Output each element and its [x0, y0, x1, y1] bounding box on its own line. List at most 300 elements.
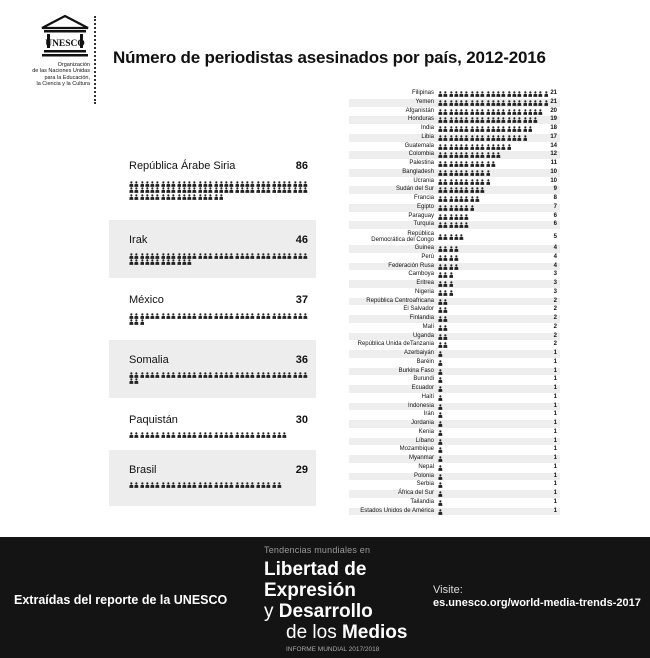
- icon-row: [438, 465, 443, 471]
- country-row: [349, 306, 560, 314]
- journalist-icon: [219, 313, 224, 319]
- journalist-icon: [182, 259, 187, 265]
- journalist-icon: [449, 255, 454, 261]
- journalist-icon: [443, 91, 448, 97]
- journalist-icon: [475, 152, 480, 158]
- journalist-icon: [496, 109, 501, 115]
- journalist-icon: [464, 170, 469, 176]
- country-value: 12: [550, 151, 557, 158]
- logo-wordmark: UNESCO: [45, 39, 85, 49]
- report-line-4: de los Medios: [286, 622, 408, 643]
- icon-row: [438, 509, 443, 515]
- icon-row: [129, 372, 309, 385]
- journalist-icon: [187, 432, 192, 438]
- journalist-icon: [192, 187, 197, 193]
- journalist-icon: [214, 313, 219, 319]
- journalist-icon: [449, 187, 454, 193]
- country-name: India: [420, 125, 434, 131]
- journalist-icon: [438, 214, 443, 220]
- country-name: Jordania: [410, 420, 434, 426]
- journalist-icon: [512, 109, 517, 115]
- journalist-icon: [150, 372, 155, 378]
- country-row: [349, 376, 560, 384]
- country-value: 1: [553, 490, 557, 496]
- journalist-icon: [459, 170, 464, 176]
- icon-row: [438, 404, 443, 410]
- journalist-icon: [475, 161, 480, 167]
- journalist-icon: [449, 246, 454, 252]
- country-row: [349, 108, 560, 116]
- journalist-icon: [475, 187, 480, 193]
- journalist-icon: [208, 482, 213, 488]
- journalist-icon: [438, 491, 443, 497]
- country-name: Afganistán: [405, 107, 434, 114]
- country-row: [349, 359, 560, 367]
- journalist-icon: [443, 196, 448, 202]
- journalist-icon: [544, 91, 549, 97]
- journalist-icon: [544, 100, 549, 106]
- footer: [0, 537, 650, 658]
- journalist-icon: [272, 482, 277, 488]
- journalist-icon: [182, 194, 187, 200]
- icon-row: [438, 91, 549, 97]
- journalist-icon: [214, 482, 219, 488]
- journalist-icon: [150, 482, 155, 488]
- journalist-icon: [491, 126, 496, 132]
- icon-row: [438, 264, 459, 270]
- journalist-icon: [272, 253, 277, 259]
- icon-row: [438, 272, 454, 278]
- country-value: 3: [553, 271, 557, 278]
- report-line-1: Libertad de: [264, 559, 367, 580]
- journalist-icon: [454, 187, 459, 193]
- journalist-icon: [464, 109, 469, 115]
- journalist-icon: [464, 179, 469, 185]
- journalist-icon: [250, 313, 255, 319]
- journalist-icon: [150, 259, 155, 265]
- journalist-icon: [145, 432, 150, 438]
- journalist-icon: [293, 181, 298, 187]
- journalist-icon: [277, 313, 282, 319]
- country-row: [349, 289, 560, 297]
- journalist-icon: [161, 482, 166, 488]
- country-row: [349, 411, 560, 419]
- journalist-icon: [449, 91, 454, 97]
- journalist-icon: [449, 222, 454, 228]
- icon-row: [438, 187, 486, 193]
- country-name: México: [129, 294, 164, 306]
- journalist-icon: [496, 126, 501, 132]
- country-value: 21: [550, 90, 557, 96]
- journalist-icon: [224, 432, 229, 438]
- country-value: 1: [553, 402, 557, 409]
- journalist-icon: [145, 259, 150, 265]
- journalist-icon: [203, 181, 208, 187]
- journalist-icon: [134, 313, 139, 319]
- journalist-icon: [454, 117, 459, 123]
- journalist-icon: [134, 187, 139, 193]
- journalist-icon: [438, 144, 443, 150]
- journalist-icon: [266, 253, 271, 259]
- journalist-icon: [161, 432, 166, 438]
- journalist-icon: [203, 187, 208, 193]
- country-row: [349, 455, 560, 463]
- journalist-icon: [134, 378, 139, 384]
- journalist-icon: [198, 432, 203, 438]
- journalist-icon: [272, 432, 277, 438]
- journalist-icon: [235, 181, 240, 187]
- journalist-icon: [486, 109, 491, 115]
- icon-row: [438, 222, 470, 228]
- country-row: [349, 263, 560, 271]
- journalist-icon: [438, 196, 443, 202]
- journalist-icon: [464, 117, 469, 123]
- country-name: Finlandia: [409, 315, 434, 321]
- journalist-icon: [166, 253, 171, 259]
- journalist-icon: [517, 100, 522, 106]
- country-name: Turquía: [413, 221, 434, 228]
- journalist-icon: [438, 170, 443, 176]
- report-line-2: Expresión: [264, 580, 356, 601]
- country-row: [349, 125, 560, 133]
- journalist-icon: [523, 135, 528, 141]
- journalist-icon: [454, 255, 459, 261]
- journalist-icon: [454, 152, 459, 158]
- journalist-icon: [298, 181, 303, 187]
- journalist-icon: [134, 319, 139, 325]
- icon-row: [438, 179, 491, 185]
- country-name: Eritrea: [416, 280, 434, 286]
- icon-row: [129, 181, 309, 200]
- journalist-icon: [140, 313, 145, 319]
- journalist-icon: [528, 91, 533, 97]
- report-subtitle: INFORME MUNDIAL 2017/2018: [286, 646, 380, 653]
- journalist-icon: [303, 253, 308, 259]
- journalist-icon: [245, 432, 250, 438]
- journalist-icon: [443, 117, 448, 123]
- journalist-icon: [245, 187, 250, 193]
- country-value: 86: [295, 160, 308, 172]
- report-line-3: y Desarrollo: [264, 601, 373, 622]
- journalist-icon: [129, 253, 134, 259]
- journalist-icon: [229, 181, 234, 187]
- journalist-icon: [459, 205, 464, 211]
- country-row: [349, 143, 560, 151]
- journalist-icon: [177, 372, 182, 378]
- journalist-icon: [459, 100, 464, 106]
- country-name: Azerbaiyán: [403, 350, 434, 356]
- journalist-icon: [171, 181, 176, 187]
- journalist-icon: [496, 135, 501, 141]
- journalist-icon: [250, 253, 255, 259]
- journalist-icon: [443, 214, 448, 220]
- journalist-icon: [198, 194, 203, 200]
- journalist-icon: [486, 91, 491, 97]
- journalist-icon: [533, 117, 538, 123]
- journalist-icon: [459, 91, 464, 97]
- journalist-icon: [517, 109, 522, 115]
- journalist-icon: [459, 152, 464, 158]
- journalist-icon: [438, 109, 443, 115]
- top-country-block: [109, 220, 316, 278]
- journalist-icon: [454, 161, 459, 167]
- journalist-icon: [134, 181, 139, 187]
- journalist-icon: [198, 482, 203, 488]
- journalist-icon: [438, 126, 443, 132]
- journalist-icon: [438, 152, 443, 158]
- country-value: 10: [550, 177, 557, 184]
- journalist-icon: [187, 187, 192, 193]
- journalist-icon: [512, 100, 517, 106]
- country-value: 2: [553, 323, 557, 330]
- journalist-icon: [155, 194, 160, 200]
- journalist-icon: [438, 117, 443, 123]
- journalist-icon: [501, 126, 506, 132]
- journalist-icon: [229, 313, 234, 319]
- journalist-icon: [470, 109, 475, 115]
- journalist-icon: [261, 313, 266, 319]
- journalist-icon: [229, 372, 234, 378]
- journalist-icon: [182, 253, 187, 259]
- journalist-icon: [454, 91, 459, 97]
- country-row: [349, 178, 560, 186]
- logo-divider: [94, 16, 96, 104]
- country-value: 37: [295, 294, 308, 306]
- journalist-icon: [240, 253, 245, 259]
- journalist-icon: [443, 152, 448, 158]
- journalist-icon: [464, 214, 469, 220]
- journalist-icon: [198, 181, 203, 187]
- icon-row: [438, 360, 443, 366]
- journalist-icon: [203, 482, 208, 488]
- journalist-icon: [454, 234, 459, 240]
- country-row: [349, 473, 560, 481]
- country-value: 1: [553, 498, 557, 505]
- journalist-icon: [454, 135, 459, 141]
- journalist-icon: [438, 351, 443, 357]
- journalist-icon: [454, 264, 459, 270]
- journalist-icon: [171, 482, 176, 488]
- country-row: [349, 438, 560, 446]
- country-value: 4: [553, 253, 557, 260]
- country-value: 3: [553, 280, 557, 286]
- journalist-icon: [229, 432, 234, 438]
- journalist-icon: [287, 372, 292, 378]
- journalist-icon: [449, 214, 454, 220]
- journalist-icon: [438, 395, 443, 401]
- journalist-icon: [449, 152, 454, 158]
- journalist-icon: [293, 187, 298, 193]
- journalist-icon: [507, 117, 512, 123]
- journalist-icon: [177, 482, 182, 488]
- journalist-icon: [208, 372, 213, 378]
- country-name: Malí: [422, 323, 434, 330]
- journalist-icon: [454, 109, 459, 115]
- journalist-icon: [470, 91, 475, 97]
- journalist-icon: [171, 253, 176, 259]
- journalist-icon: [166, 372, 171, 378]
- icon-row: [438, 152, 501, 158]
- journalist-icon: [443, 264, 448, 270]
- journalist-icon: [129, 482, 134, 488]
- journalist-icon: [523, 91, 528, 97]
- journalist-icon: [250, 432, 255, 438]
- journalist-icon: [134, 482, 139, 488]
- journalist-icon: [140, 259, 145, 265]
- icon-row: [438, 255, 459, 261]
- journalist-icon: [155, 253, 160, 259]
- country-row: [349, 186, 560, 194]
- journalist-icon: [454, 246, 459, 252]
- journalist-icon: [486, 117, 491, 123]
- journalist-icon: [486, 126, 491, 132]
- journalist-icon: [134, 259, 139, 265]
- journalist-icon: [438, 161, 443, 167]
- journalist-icon: [266, 482, 271, 488]
- journalist-icon: [528, 126, 533, 132]
- journalist-icon: [501, 100, 506, 106]
- journalist-icon: [287, 253, 292, 259]
- country-name: Perú: [421, 253, 434, 260]
- journalist-icon: [480, 152, 485, 158]
- journalist-icon: [486, 135, 491, 141]
- journalist-icon: [214, 181, 219, 187]
- source-note: Extraídas del reporte de la UNESCO: [14, 593, 228, 607]
- journalist-icon: [282, 432, 287, 438]
- journalist-icon: [438, 307, 443, 313]
- country-name: República Unida deTanzania: [357, 341, 434, 348]
- journalist-icon: [245, 482, 250, 488]
- journalist-icon: [245, 253, 250, 259]
- country-name: Paraguay: [408, 212, 434, 219]
- country-name: Brasil: [129, 464, 157, 476]
- icon-row: [438, 334, 449, 340]
- country-row: [349, 315, 560, 323]
- journalist-icon: [438, 135, 443, 141]
- country-value: 1: [553, 463, 557, 470]
- journalist-icon: [208, 181, 213, 187]
- journalist-icon: [256, 181, 261, 187]
- journalist-icon: [192, 253, 197, 259]
- journalist-icon: [475, 100, 480, 106]
- journalist-icon: [459, 214, 464, 220]
- journalist-icon: [459, 135, 464, 141]
- journalist-icon: [261, 432, 266, 438]
- journalist-icon: [438, 439, 443, 445]
- journalist-icon: [208, 313, 213, 319]
- journalist-icon: [449, 179, 454, 185]
- journalist-icon: [438, 404, 443, 410]
- journalist-icon: [443, 272, 448, 278]
- country-value: 1: [553, 472, 557, 479]
- icon-row: [438, 491, 443, 497]
- journalist-icon: [208, 194, 213, 200]
- country-name: Uganda: [412, 332, 434, 339]
- country-name: Camboya: [408, 271, 434, 278]
- journalist-icon: [293, 313, 298, 319]
- journalist-icon: [150, 432, 155, 438]
- country-name: Francia: [413, 195, 434, 201]
- country-value: 2: [553, 315, 557, 321]
- journalist-icon: [145, 253, 150, 259]
- journalist-icon: [470, 152, 475, 158]
- journalist-icon: [459, 161, 464, 167]
- journalist-icon: [464, 152, 469, 158]
- icon-row: [438, 474, 443, 480]
- country-value: 29: [295, 464, 308, 476]
- journalist-icon: [496, 144, 501, 150]
- journalist-icon: [245, 313, 250, 319]
- journalist-icon: [277, 372, 282, 378]
- journalist-icon: [235, 432, 240, 438]
- journalist-icon: [491, 161, 496, 167]
- journalist-icon: [480, 179, 485, 185]
- journalist-icon: [161, 253, 166, 259]
- journalist-icon: [287, 313, 292, 319]
- country-row: [349, 271, 560, 279]
- country-name: Bangladesh: [402, 168, 434, 175]
- report-kicker: Tendencias mundiales en: [264, 545, 371, 555]
- journalist-icon: [256, 372, 261, 378]
- journalist-icon: [475, 179, 480, 185]
- journalist-icon: [470, 144, 475, 150]
- country-value: 10: [550, 168, 557, 175]
- journalist-icon: [464, 222, 469, 228]
- report-url[interactable]: es.unesco.org/world-media-trends-2017: [433, 597, 641, 609]
- journalist-icon: [203, 432, 208, 438]
- journalist-icon: [512, 126, 517, 132]
- icon-row: [438, 456, 443, 462]
- journalist-icon: [235, 313, 240, 319]
- journalist-icon: [523, 109, 528, 115]
- journalist-icon: [491, 152, 496, 158]
- journalist-icon: [491, 144, 496, 150]
- journalist-icon: [229, 253, 234, 259]
- country-name: República Árabe Siria: [129, 160, 236, 172]
- journalist-icon: [443, 325, 448, 331]
- journalist-icon: [171, 313, 176, 319]
- country-value: 1: [553, 481, 557, 488]
- journalist-icon: [438, 456, 443, 462]
- journalist-icon: [464, 196, 469, 202]
- journalist-icon: [161, 259, 166, 265]
- journalist-icon: [214, 194, 219, 200]
- journalist-icon: [240, 482, 245, 488]
- journalist-icon: [443, 281, 448, 287]
- journalist-icon: [129, 181, 134, 187]
- journalist-icon: [486, 170, 491, 176]
- country-name: Irán: [423, 411, 434, 418]
- journalist-icon: [438, 421, 443, 427]
- journalist-icon: [438, 234, 443, 240]
- country-value: 6: [553, 212, 557, 219]
- journalist-icon: [459, 234, 464, 240]
- journalist-icon: [475, 135, 480, 141]
- journalist-icon: [219, 194, 224, 200]
- journalist-icon: [171, 372, 176, 378]
- country-name: Yemen: [415, 98, 434, 105]
- journalist-icon: [171, 259, 176, 265]
- journalist-icon: [245, 181, 250, 187]
- journalist-icon: [470, 170, 475, 176]
- country-value: 1: [553, 428, 557, 435]
- journalist-icon: [470, 100, 475, 106]
- journalist-icon: [491, 135, 496, 141]
- journalist-icon: [459, 144, 464, 150]
- journalist-icon: [155, 187, 160, 193]
- journalist-icon: [303, 181, 308, 187]
- journalist-icon: [277, 187, 282, 193]
